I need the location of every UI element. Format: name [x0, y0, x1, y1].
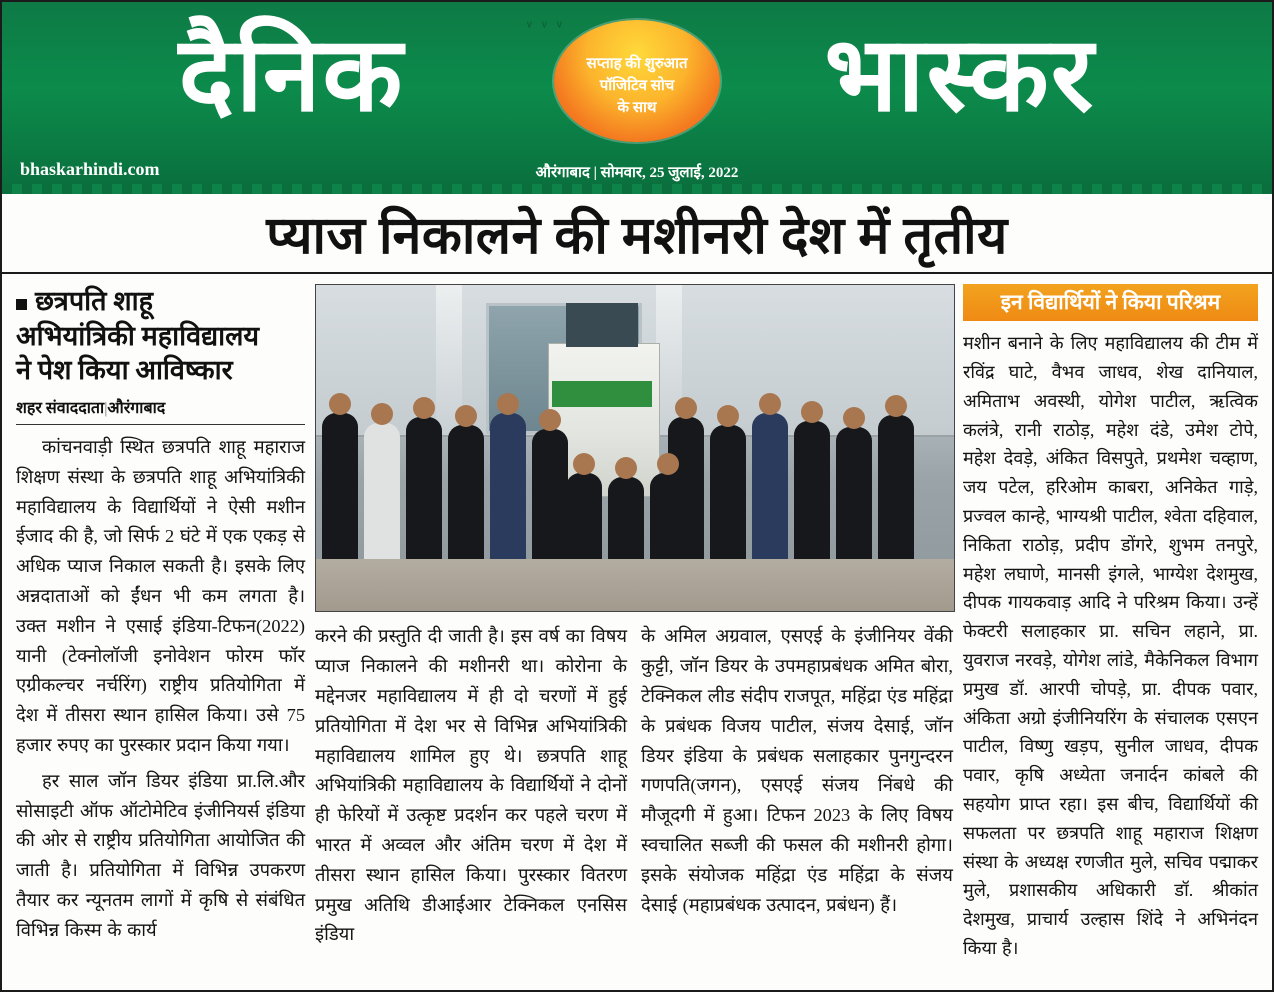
square-bullet-icon — [16, 299, 27, 310]
sub-headline-line-2: अभियांत्रिकी महाविद्यालय — [16, 320, 260, 351]
byline-reporter: शहर संवाददाता — [16, 399, 105, 417]
article-body — [2, 274, 1272, 964]
sub-headline-line-1: छत्रपति शाहू — [35, 286, 153, 317]
left-column — [16, 284, 305, 956]
sun-text-line-1: सप्ताह की शुरुआत — [586, 56, 688, 72]
sidebar-paragraph-1: मशीन बनाने के लिए महाविद्यालय की टीम में रविंद्र घाटे, वैभव जाधव, शेख दानियाल, अमिताभ अवस्थी, योगेश पाटील, ऋत्विक कलंत्रे, रानी राठोड़, महेश दंडे, उमेश टोपे, महेश देवड़े, अंकित विसपुते, प्रथमेश चव्हाण, जय पटेल, हरिओम काबरा, अनिकेत गाड़े, प्रज्वल कान्हे, भाग्यश्री पाटील, श्वेता दहिवाल, निकिता राठोड़, प्रदीप डोंगरे, शुभम तनपुरे, महेश लघाणे, मानसी इंगले, भाग्येश देशमुख, दीपक गायकवाड़ आदि ने परिश्रम किया। उन्हें फेक्टरी सलाहकार प्रा. सचिन लहाने, प्रा. युवराज नरवड़े, योगेश लांडे, मैकेनिकल विभाग प्रमुख डॉ. आरपी चोपड़े, प्रा. दीपक पवार, अंकिता अग्रो इंजीनियरिंग के संचालक एसएन पाटील, विष्णु खड़प, सुनील जाधव, दीपक पवार, कृषि अध्येता जनार्दन कांबले की सहयोग प्राप्त रहा। इस बीच, विद्यार्थियों की सफलता पर छत्रपति शाहू महाराज शिक्षण संस्था के अध्यक्ष रणजीत मुले, सचिव पद्माकर मुले, प्रशासकीय अधिकारी डॉ. श्रीकांत देशमुख, प्राचार्य उल्हास शिंदे ने अभिनंदन किया है। — [962, 333, 1258, 958]
left-paragraph-1: कांचनवाड़ी स्थित छत्रपति शाहू महाराज शिक्षण संस्था के छत्रपति शाहू अभियांत्रिकी महाविद्यालय के विद्यार्थियों ने ऐसी मशीन ईजाद की है, जो सिर्फ 2 घंटे में एक एकड़ से अधिक प्याज निकाल सकती है। इसके लिए अन्नदाताओं को ईंधन भी कम लगता है। उक्त मशीन ने एसाई इंडिया-टिफन(2022) यानी (टेक्नोलॉजी इनोवेशन फोरम फॉर एग्रीकल्चर नर्चरिंग) राष्ट्रीय प्रतियोगिता में देश में तीसरा स्थान हासिल किया। उसे 75 हजार रुपए का पुरस्कार प्रदान किया गया। — [16, 436, 306, 755]
masthead — [2, 2, 1272, 194]
website-url[interactable]: bhaskarhindi.com — [20, 159, 160, 179]
sun-text-line-2: पॉजिटिव सोच — [599, 77, 675, 94]
middle-paragraph-1: करने की प्रस्तुति दी जाती है। इस वर्ष का विषय प्याज निकालने की मशीनरी था। कोरोना के मद्देनजर महाविद्यालय में ही दो चरणों में हुई प्रतियोगिता में देश भर से विभिन्न अभियांत्रिकी महाविद्यालय शामिल हुए थे। छत्रपति शाहू अभियांत्रिकी महाविद्यालय के विद्यार्थियों ने दोनों ही फेरियों में उत्कृष्ट प्रदर्शन कर पहले चरण में भारत में अव्वल और अंतिम चरण में देश में तीसरा स्थान हासिल किया। पुरस्कार वितरण प्रमुख अतिथि डीआईआर टेक्निकल एनसिस इंडिया — [315, 626, 627, 945]
photo-ground — [316, 559, 954, 611]
byline — [16, 396, 305, 425]
photo-machine-top — [566, 303, 638, 347]
sun-text-line-3: के साथ — [617, 99, 657, 116]
sub-headline — [16, 284, 305, 388]
birds-icon: ᵛ ᵛ ᵛ — [527, 18, 565, 35]
middle-column-1 — [315, 622, 627, 956]
middle-paragraph-2: के अमिल अग्रवाल, एसएई के इंजीनियर वेंकी कुट्टी, जॉन डियर के उपमहाप्रबंधक अमित बोरा, टेक्निकल लीड संदीप राजपूत, महिंद्रा एंड महिंद्रा के प्रबंधक विजय पाटील, संजय देसाई, जॉन डियर इंडिया के प्रबंधक सलाहकार पुनगुन्दरन गणपति(जगन), एसएई संजय निंबधे की मौजूदगी में हुआ। टिफन 2023 के लिए विषय स्वचालित सब्जी की फसल की मशीनरी होगा। इसके संयोजक महिंद्रा एंड महिंद्रा के संजय देसाई (महाप्रबंधक उत्पादन, प्रबंधन) हैं। — [641, 626, 953, 915]
masthead-title-right: भास्कर — [824, 18, 1096, 133]
masthead-title-left: दैनिक — [178, 18, 405, 133]
headline-section — [2, 194, 1272, 274]
sub-headline-line-3: ने पेश किया आविष्कार — [16, 355, 233, 386]
middle-column — [315, 284, 953, 956]
byline-separator: | — [104, 399, 108, 417]
byline-place: औरंगाबाद — [107, 399, 166, 417]
sidebar-heading: इन विद्यार्थियों ने किया परिश्रम — [963, 284, 1258, 321]
article-photo — [315, 284, 955, 612]
photo-crowd — [316, 373, 954, 563]
left-paragraph-2: हर साल जॉन डियर इंडिया प्रा.लि.और सोसाइटी ऑफ ऑटोमेटिव इंजीनियर्स इंडिया की ओर से राष्ट्रीय प्रतियोगिता आयोजित की जाती है। प्रतियोगिता में विभिन्न उपकरण तैयार कर न्यूनतम लागों में कृषि से संबंधित विभिन्न किस्म के कार्य — [16, 770, 306, 940]
main-headline: प्याज निकालने की मशीनरी देश में तृतीय — [266, 208, 1008, 265]
right-column — [963, 284, 1258, 956]
middle-text-columns — [315, 622, 953, 956]
edition-date-line: औरंगाबाद | सोमवार, 25 जुलाई, 2022 — [535, 165, 739, 181]
sun-badge-icon — [554, 20, 720, 142]
middle-column-2 — [641, 622, 953, 956]
